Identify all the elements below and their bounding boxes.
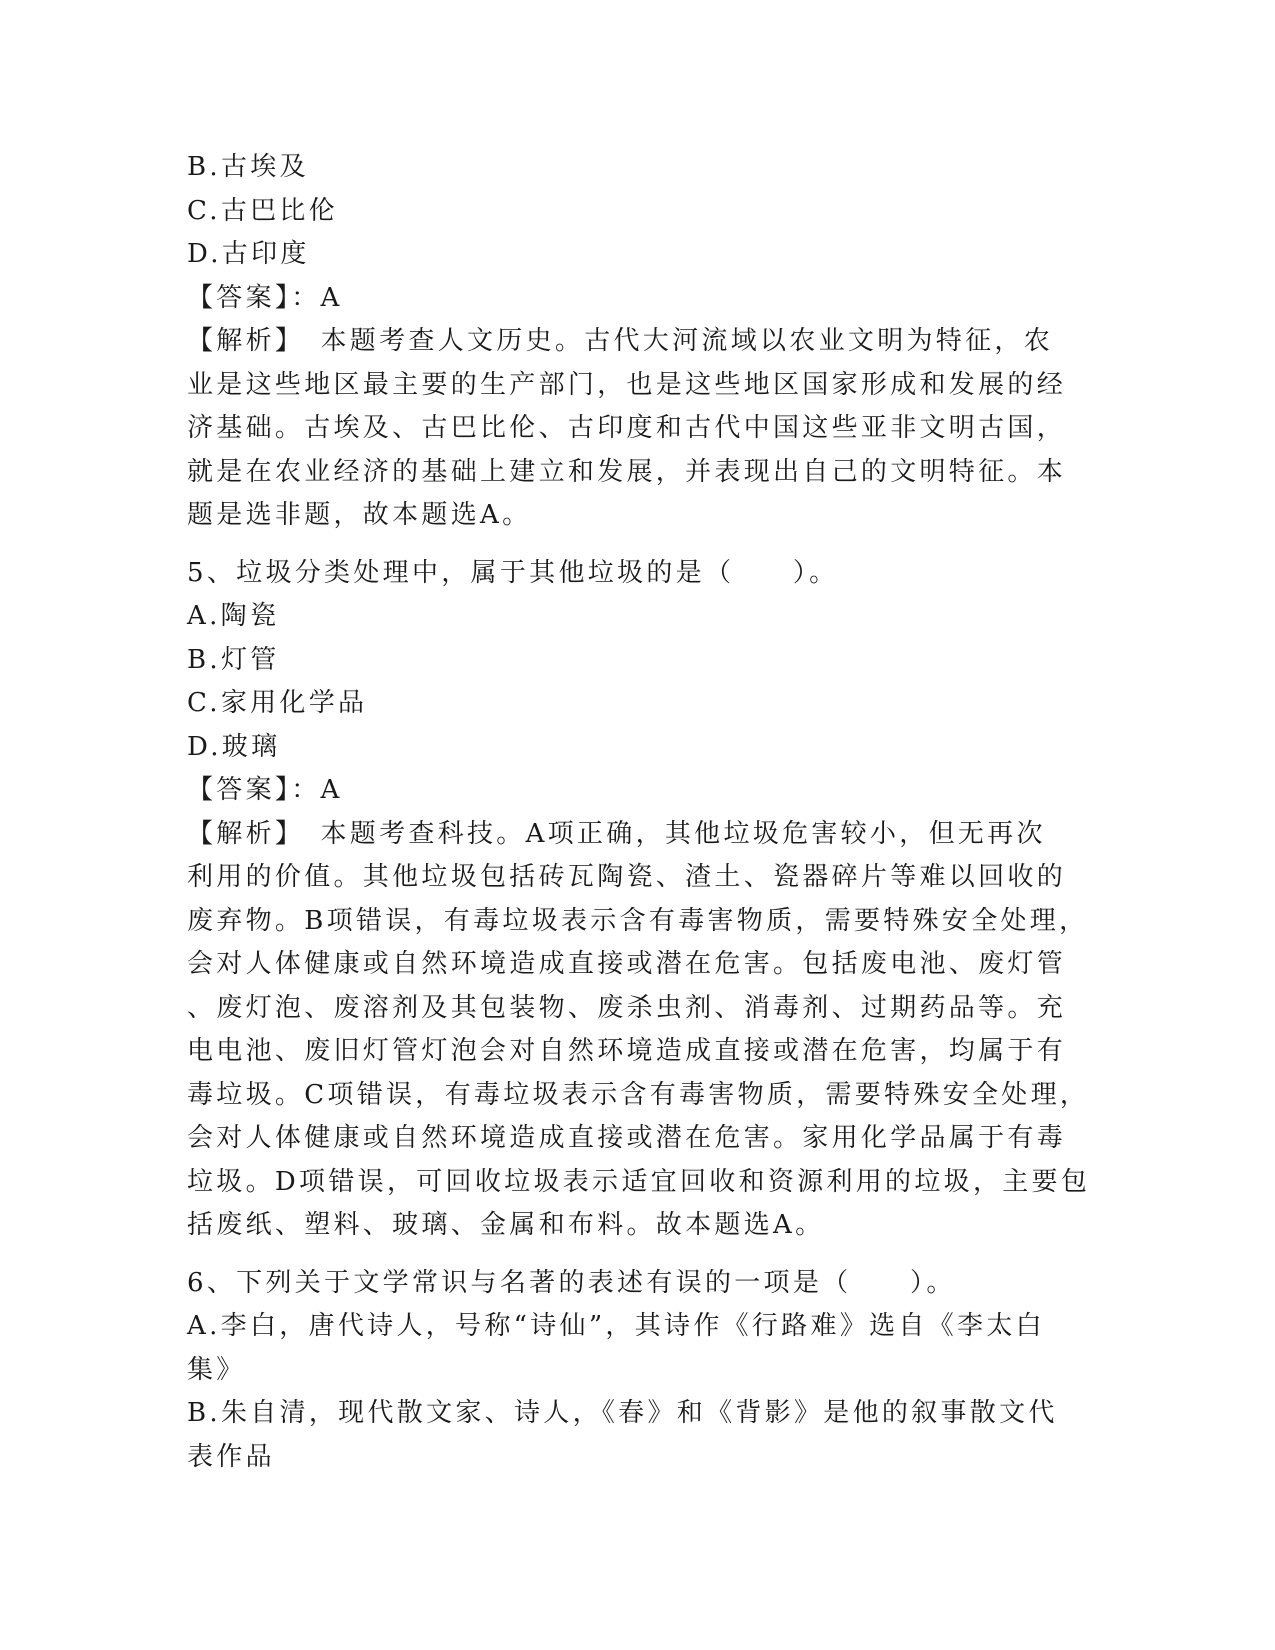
analysis-line: 毒垃圾。C项错误，有毒垃圾表示含有毒害物质，需要特殊安全处理，: [187, 1079, 1090, 1110]
analysis-line: 废弃物。B项错误，有毒垃圾表示含有毒害物质，需要特殊安全处理，: [187, 905, 1089, 936]
analysis-line: 济基础。古埃及、古巴比伦、古印度和古代中国这些亚非文明古国，: [187, 413, 1067, 443]
option-c: C.古巴比伦: [187, 195, 339, 226]
analysis-line: 会对人体健康或自然环境造成直接或潜在危害。家用化学品属于有毒: [187, 1123, 1067, 1153]
question-4-continuation: [187, 146, 1087, 538]
analysis: [187, 813, 1091, 1248]
option-a-line: 集》: [187, 1354, 246, 1385]
analysis-line: 会对人体健康或自然环境造成直接或潜在危害。包括废电池、废灯管: [187, 949, 1067, 979]
answer: 【答案】：A: [187, 282, 343, 313]
option-c: C.家用化学品: [187, 688, 368, 718]
analysis-line: 【解析】 本题考查科技。A项正确，其他垃圾危害较小，但无再次: [187, 818, 1046, 849]
answer: 【答案】：A: [187, 775, 343, 805]
question-stem: 5、垃圾分类处理中，属于其他垃圾的是（ ）。: [187, 557, 839, 588]
option-a: A.陶瓷: [187, 601, 280, 631]
analysis-line: 括废纸、塑料、玻璃、金属和布料。故本题选A。: [187, 1210, 825, 1240]
question-stem: 6、下列关于文学常识与名著的表述有误的一项是（ ）。: [187, 1267, 956, 1298]
analysis-line: 业是这些地区最主要的生产部门，也是这些地区国家形成和发展的经: [187, 369, 1067, 400]
analysis-line: 题是选非题，故本题选A。: [187, 500, 532, 530]
analysis-line: 【解析】 本题考查人文历史。古代大河流域以农业文明为特征，农: [187, 326, 1054, 356]
question-6: [187, 1262, 1087, 1480]
option-b: B.古埃及: [187, 152, 309, 182]
option-d: D.玻璃: [187, 731, 281, 762]
analysis-line: 利用的价值。其他垃圾包括砖瓦陶瓷、渣土、瓷器碎片等难以回收的: [187, 862, 1067, 892]
option-b-line: 表作品: [187, 1441, 275, 1472]
question-5: [187, 552, 1091, 1248]
option-b: B.灯管: [187, 644, 280, 675]
option-b-line: B.朱自清，现代散文家、诗人，《春》和《背影》是他的叙事散文代: [187, 1398, 1058, 1428]
paragraph-gap: [187, 1248, 1087, 1262]
document-page: [187, 146, 1091, 1479]
analysis-line: 、废灯泡、废溶剂及其包装物、废杀虫剂、消毒剂、过期药品等。充: [187, 992, 1067, 1023]
option-d: D.古印度: [187, 239, 310, 269]
option-a-line: A.李白，唐代诗人，号称“诗仙”，其诗作《行路难》选自《李太白: [187, 1311, 1045, 1341]
analysis: [187, 320, 1087, 538]
analysis-line: 垃圾。D项错误，可回收垃圾表示适宜回收和资源利用的垃圾，主要包: [187, 1166, 1091, 1197]
paragraph-gap: [187, 538, 1087, 552]
analysis-line: 电电池、废旧灯管灯泡会对自然环境造成直接或潜在危害，均属于有: [187, 1036, 1067, 1066]
analysis-line: 就是在农业经济的基础上建立和发展，并表现出自己的文明特征。本: [187, 456, 1067, 487]
